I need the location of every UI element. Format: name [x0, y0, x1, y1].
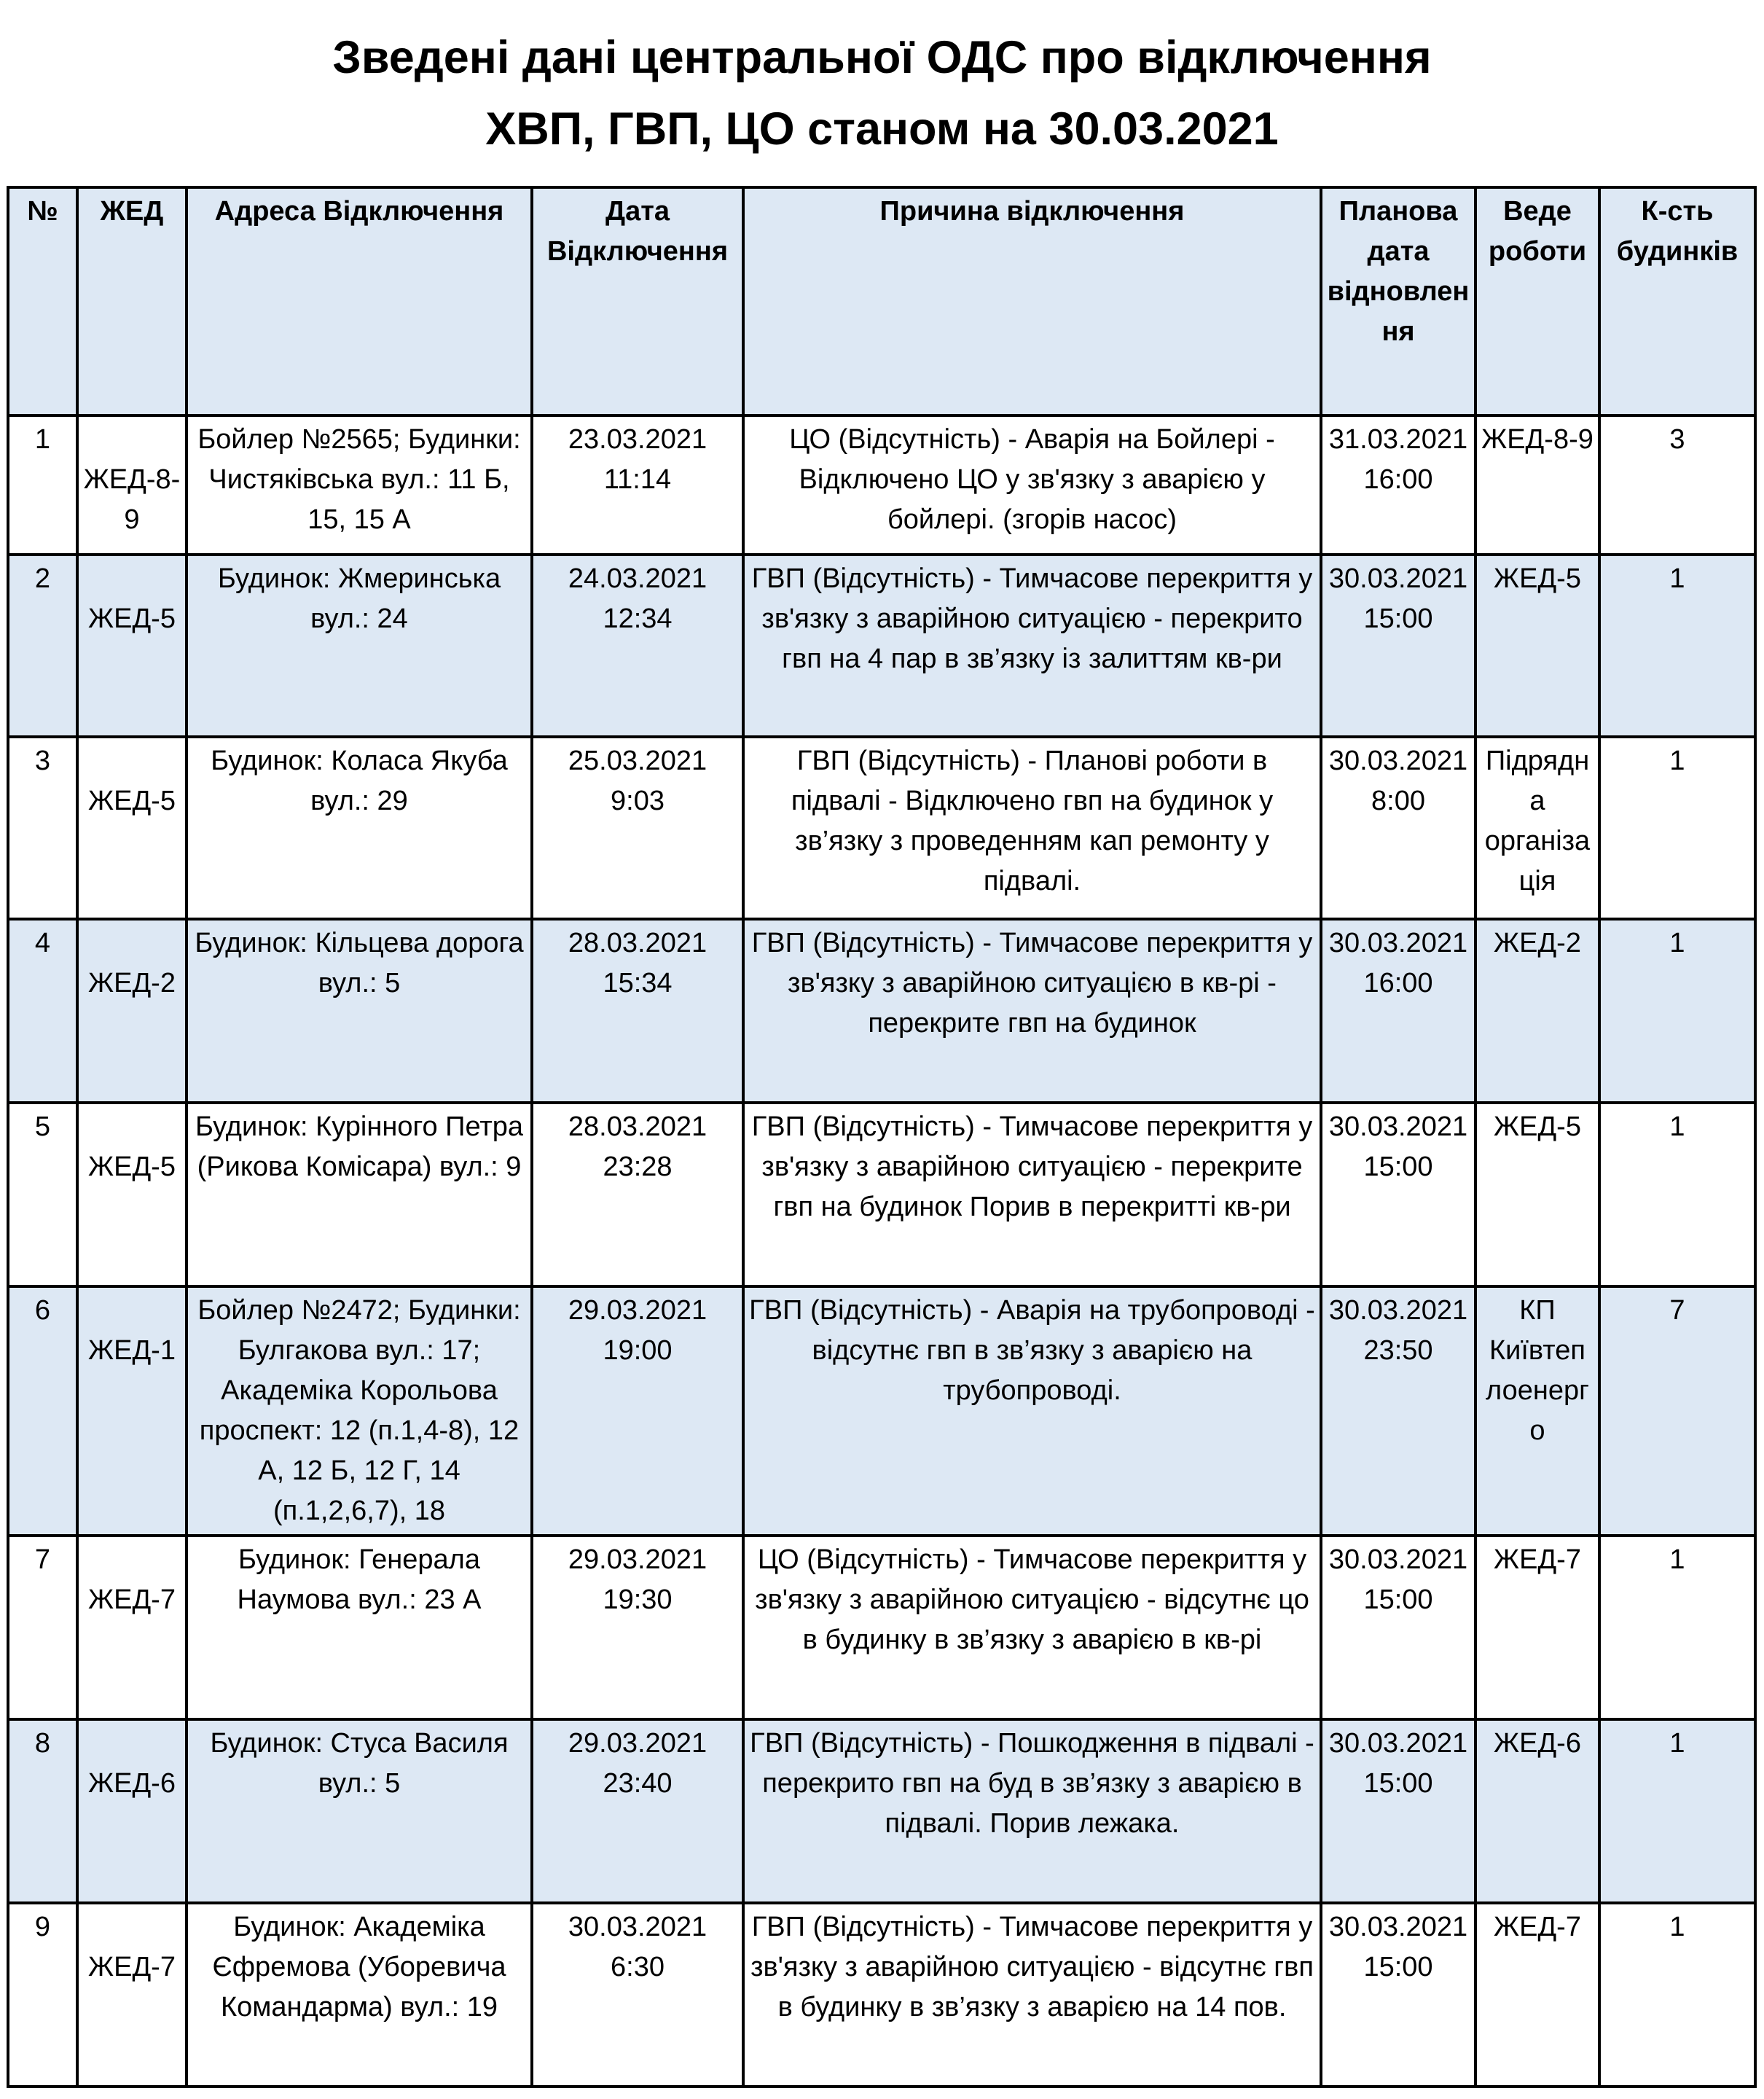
- header-worker: Веде роботи: [1475, 187, 1599, 415]
- cell-zhed: ЖЕД-8-9: [77, 415, 187, 555]
- cell-address: Будинок: Стуса Василя вул.: 5: [187, 1719, 532, 1903]
- cell-address: Будинок: Курінного Петра (Рикова Комісара) вул.: 9: [187, 1103, 532, 1286]
- table-row: [8, 555, 1755, 737]
- cell-num: 5: [8, 1103, 77, 1286]
- cell-zhed: ЖЕД-1: [77, 1286, 187, 1536]
- cell-count: 1: [1599, 737, 1755, 919]
- header-num: №: [8, 187, 77, 415]
- cell-address: Будинок: Академіка Єфремова (Уборевича Командарма) вул.: 19: [187, 1903, 532, 2087]
- table-row: [8, 737, 1755, 919]
- header-zhed: ЖЕД: [77, 187, 187, 415]
- cell-reason: ЦО (Відсутність) - Аварія на Бойлері - Відключено ЦО у зв'язку з аварією у бойлері. (згорів насос): [743, 415, 1321, 555]
- cell-num: 9: [8, 1903, 77, 2087]
- cell-address: Бойлер №2472; Будинки: Булгакова вул.: 17; Академіка Корольова проспект: 12 (п.1,4-8), 12 А, 12 Б, 12 Г, 14 (п.1,2,6,7), 18: [187, 1286, 532, 1536]
- cell-worker: Підрядна організація: [1475, 737, 1599, 919]
- cell-date-off: 30.03.2021 6:30: [532, 1903, 743, 2087]
- cell-num: 1: [8, 415, 77, 555]
- cell-zhed: ЖЕД-6: [77, 1719, 187, 1903]
- cell-address: Будинок: Жмеринська вул.: 24: [187, 555, 532, 737]
- cell-worker: ЖЕД-5: [1475, 555, 1599, 737]
- cell-num: 8: [8, 1719, 77, 1903]
- table-header-row: [8, 187, 1755, 415]
- cell-date-off: 29.03.2021 23:40: [532, 1719, 743, 1903]
- cell-zhed: ЖЕД-2: [77, 919, 187, 1103]
- cell-count: 1: [1599, 1103, 1755, 1286]
- title-line-1: Зведені дані центральної ОДС про відключення: [332, 32, 1432, 83]
- cell-num: 2: [8, 555, 77, 737]
- cell-address: Бойлер №2565; Будинки: Чистяківська вул.: 11 Б, 15, 15 А: [187, 415, 532, 555]
- header-address: Адреса Відключення: [187, 187, 532, 415]
- cell-planned-date: 30.03.2021 23:50: [1321, 1286, 1475, 1536]
- cell-planned-date: 30.03.2021 15:00: [1321, 1536, 1475, 1719]
- cell-zhed: ЖЕД-5: [77, 555, 187, 737]
- cell-num: 7: [8, 1536, 77, 1719]
- cell-zhed: ЖЕД-5: [77, 1103, 187, 1286]
- cell-date-off: 28.03.2021 15:34: [532, 919, 743, 1103]
- cell-reason: ГВП (Відсутність) - Пошкодження в підвалі - перекрито гвп на буд в зв’язку з аварією в підвалі. Порив лежака.: [743, 1719, 1321, 1903]
- cell-planned-date: 30.03.2021 15:00: [1321, 1903, 1475, 2087]
- cell-zhed: ЖЕД-7: [77, 1536, 187, 1719]
- cell-planned-date: 30.03.2021 16:00: [1321, 919, 1475, 1103]
- outage-table: [7, 186, 1757, 2088]
- cell-date-off: 25.03.2021 9:03: [532, 737, 743, 919]
- cell-count: 1: [1599, 1719, 1755, 1903]
- cell-planned-date: 30.03.2021 15:00: [1321, 1719, 1475, 1903]
- cell-worker: ЖЕД-7: [1475, 1903, 1599, 2087]
- cell-address: Будинок: Кільцева дорога вул.: 5: [187, 919, 532, 1103]
- cell-reason: ГВП (Відсутність) - Планові роботи в підвалі - Відключено гвп на будинок у зв’язку з проведенням кап ремонту у підвалі.: [743, 737, 1321, 919]
- table-row: [8, 1103, 1755, 1286]
- cell-count: 1: [1599, 1536, 1755, 1719]
- header-date-off: Дата Відключення: [532, 187, 743, 415]
- header-count: К-сть будинків: [1599, 187, 1755, 415]
- table-row: [8, 1719, 1755, 1903]
- table-row: [8, 1903, 1755, 2087]
- cell-date-off: 23.03.2021 11:14: [532, 415, 743, 555]
- cell-address: Будинок: Коласа Якуба вул.: 29: [187, 737, 532, 919]
- cell-date-off: 24.03.2021 12:34: [532, 555, 743, 737]
- cell-count: 1: [1599, 1903, 1755, 2087]
- cell-reason: ГВП (Відсутність) - Тимчасове перекриття у зв'язку з аварійною ситуацією в кв-рі - перекрите гвп на будинок: [743, 919, 1321, 1103]
- cell-count: 1: [1599, 555, 1755, 737]
- cell-worker: ЖЕД-5: [1475, 1103, 1599, 1286]
- title-line-2: ХВП, ГВП, ЦО станом на 30.03.2021: [485, 103, 1279, 155]
- cell-reason: ГВП (Відсутність) - Тимчасове перекриття у зв'язку з аварійною ситуацією - перекрито гвп на 4 пар в зв’язку із залиттям кв-ри: [743, 555, 1321, 737]
- cell-worker: ЖЕД-7: [1475, 1536, 1599, 1719]
- header-planned-date: Планова дата відновлення: [1321, 187, 1475, 415]
- cell-date-off: 29.03.2021 19:30: [532, 1536, 743, 1719]
- cell-worker: ЖЕД-6: [1475, 1719, 1599, 1903]
- table-row: [8, 1286, 1755, 1536]
- cell-num: 3: [8, 737, 77, 919]
- cell-num: 4: [8, 919, 77, 1103]
- cell-reason: ГВП (Відсутність) - Тимчасове перекриття у зв'язку з аварійною ситуацією - перекрите гвп на будинок Порив в перекритті кв-ри: [743, 1103, 1321, 1286]
- cell-count: 1: [1599, 919, 1755, 1103]
- cell-date-off: 28.03.2021 23:28: [532, 1103, 743, 1286]
- document-title: [0, 22, 1764, 165]
- cell-address: Будинок: Генерала Наумова вул.: 23 А: [187, 1536, 532, 1719]
- table-row: [8, 415, 1755, 555]
- cell-planned-date: 31.03.2021 16:00: [1321, 415, 1475, 555]
- cell-planned-date: 30.03.2021 15:00: [1321, 555, 1475, 737]
- cell-date-off: 29.03.2021 19:00: [532, 1286, 743, 1536]
- cell-worker: КП Київтеплоенерго: [1475, 1286, 1599, 1536]
- cell-count: 7: [1599, 1286, 1755, 1536]
- cell-worker: ЖЕД-8-9: [1475, 415, 1599, 555]
- cell-num: 6: [8, 1286, 77, 1536]
- cell-worker: ЖЕД-2: [1475, 919, 1599, 1103]
- cell-zhed: ЖЕД-5: [77, 737, 187, 919]
- cell-count: 3: [1599, 415, 1755, 555]
- table-row: [8, 919, 1755, 1103]
- cell-reason: ЦО (Відсутність) - Тимчасове перекриття у зв'язку з аварійною ситуацією - відсутнє цо в будинку в зв’язку з аварією в кв-рі: [743, 1536, 1321, 1719]
- table-row: [8, 1536, 1755, 1719]
- cell-planned-date: 30.03.2021 15:00: [1321, 1103, 1475, 1286]
- cell-planned-date: 30.03.2021 8:00: [1321, 737, 1475, 919]
- cell-reason: ГВП (Відсутність) - Тимчасове перекриття у зв'язку з аварійною ситуацією - відсутнє гвп в будинку в зв’язку з аварією на 14 пов.: [743, 1903, 1321, 2087]
- cell-reason: ГВП (Відсутність) - Аварія на трубопроводі - відсутнє гвп в зв’язку з аварією на трубопроводі.: [743, 1286, 1321, 1536]
- header-reason: Причина відключення: [743, 187, 1321, 415]
- cell-zhed: ЖЕД-7: [77, 1903, 187, 2087]
